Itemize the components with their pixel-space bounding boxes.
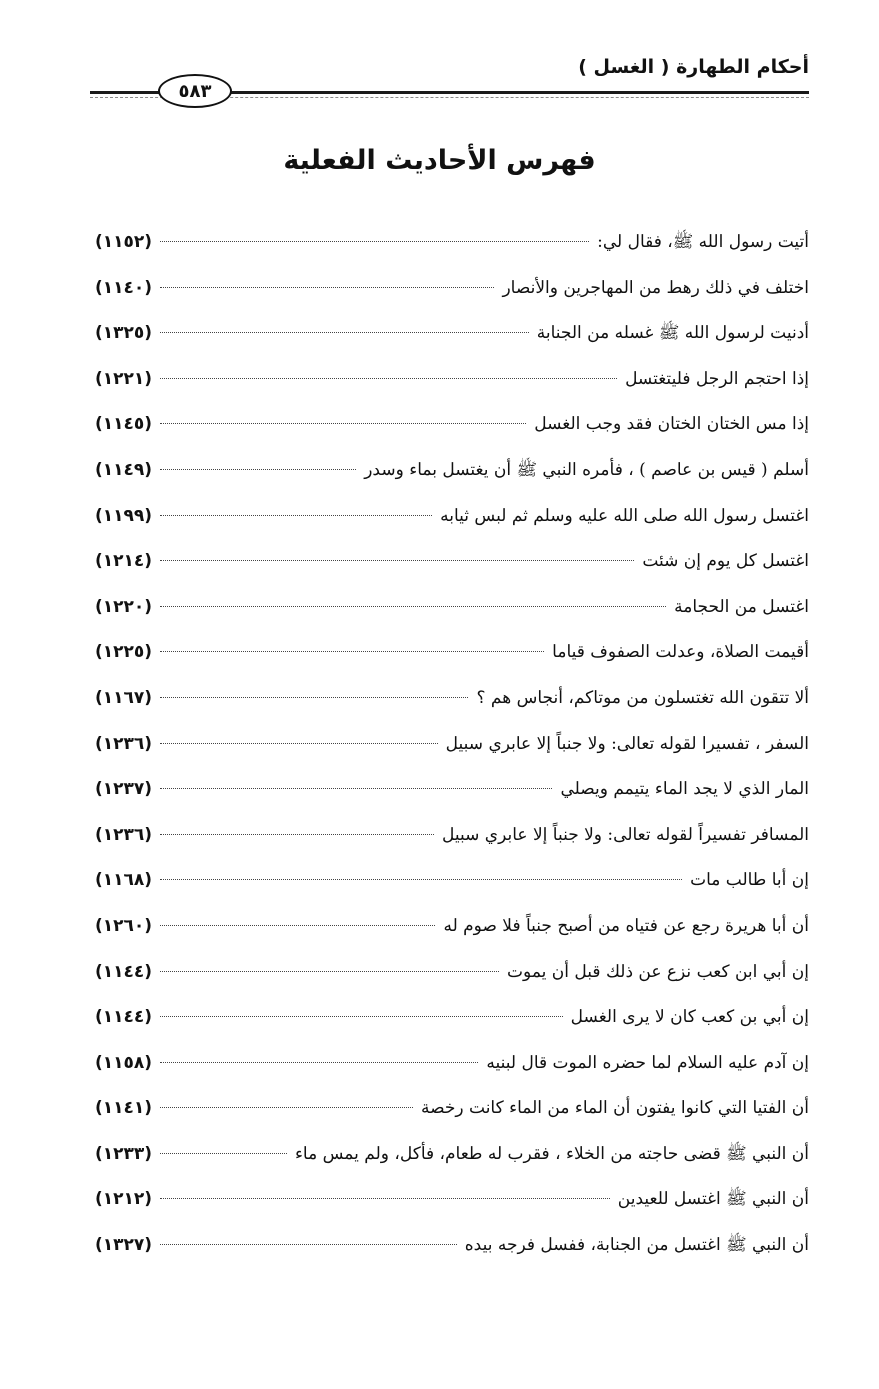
- entry-text: السفر ، تفسيرا لقوله تعالى: ولا جنباً إلا عابري سبيل: [445, 733, 809, 754]
- entry-reference-number: (١٣٢٥): [95, 323, 153, 344]
- index-entry: [95, 220, 809, 266]
- entry-reference-number: (١١٤٤): [95, 1007, 153, 1028]
- dot-leader: [160, 332, 529, 333]
- entry-text: إن أبي بن كعب كان لا يرى الغسل: [570, 1007, 809, 1028]
- entry-text: أقيمت الصلاة، وعدلت الصفوف قياما: [552, 642, 809, 663]
- dot-leader: [160, 925, 435, 926]
- dot-leader: [160, 1244, 457, 1245]
- dot-leader: [160, 378, 617, 379]
- entry-reference-number: (١٢٦٠): [95, 915, 153, 936]
- running-header: [90, 52, 809, 102]
- index-entry: [95, 1177, 809, 1223]
- index-entry: [95, 904, 809, 950]
- index-entry: [95, 1132, 809, 1178]
- entry-reference-number: (١١٤٩): [95, 459, 153, 480]
- entry-text: أسلم ( قيس بن عاصم ) ، فأمره النبي ﷺ أن يغتسل بماء وسدر: [364, 459, 809, 480]
- book-title: أحكام الطهارة ( الغسل ): [578, 56, 809, 78]
- dot-leader: [160, 423, 526, 424]
- dot-leader: [160, 971, 499, 972]
- entry-reference-number: (١١٤٥): [95, 414, 153, 435]
- entry-reference-number: (١٢٣٧): [95, 779, 153, 800]
- dot-leader: [160, 1153, 287, 1154]
- index-entry: [95, 402, 809, 448]
- entry-text: إن أبي ابن كعب نزع عن ذلك قبل أن يموت: [507, 961, 809, 982]
- entry-text: إذا مس الختان الختان فقد وجب الغسل: [534, 414, 809, 435]
- entry-reference-number: (١٢٣٦): [95, 733, 153, 754]
- dot-leader: [160, 1062, 478, 1063]
- entry-reference-number: (١٢١٢): [95, 1189, 153, 1210]
- entry-text: أن النبي ﷺ قضى حاجته من الخلاء ، فقرب له طعام، فأكل، ولم يمس ماء: [294, 1143, 809, 1164]
- dot-leader: [160, 788, 552, 789]
- entry-reference-number: (١٣٢٧): [95, 1235, 153, 1256]
- index-entry: [95, 266, 809, 312]
- dot-leader: [160, 560, 634, 561]
- index-entry: [95, 950, 809, 996]
- index-entry: [95, 448, 809, 494]
- index-title: فهرس الأحاديث الفعلية: [283, 145, 596, 176]
- dot-leader: [160, 241, 589, 242]
- entry-reference-number: (١٢٢٠): [95, 596, 153, 617]
- index-entry: [95, 630, 809, 676]
- dot-leader: [160, 287, 494, 288]
- index-entry: [95, 722, 809, 768]
- dot-leader: [160, 1198, 610, 1199]
- entry-reference-number: (١٢٢١): [95, 368, 153, 389]
- index-entry: [95, 539, 809, 585]
- entry-reference-number: (١١٩٩): [95, 505, 153, 526]
- entry-text: أن أبا هريرة رجع عن فتياه من أصبح جنباً فلا صوم له: [443, 915, 809, 936]
- dot-leader: [160, 697, 468, 698]
- index-entry: [95, 357, 809, 403]
- index-entry: [95, 311, 809, 357]
- index-entry: [95, 858, 809, 904]
- entry-text: اغتسل من الحجامة: [674, 596, 809, 617]
- entry-text: إن أبا طالب مات: [690, 870, 809, 891]
- dot-leader: [160, 834, 434, 835]
- entry-reference-number: (١١٤٠): [95, 277, 153, 298]
- hadith-index-list: [95, 220, 809, 1269]
- dot-leader: [160, 606, 666, 607]
- index-entry: [95, 585, 809, 631]
- page-number: ٥٨٣: [158, 74, 232, 108]
- entry-text: ألا تتقون الله تغتسلون من موتاكم، أنجاس هم ؟: [476, 687, 809, 708]
- index-entry: [95, 813, 809, 859]
- dot-leader: [160, 1016, 563, 1017]
- dot-leader: [160, 879, 682, 880]
- entry-reference-number: (١١٥٢): [95, 232, 153, 252]
- entry-reference-number: (١١٤١): [95, 1098, 153, 1119]
- entry-reference-number: (١٢٢٥): [95, 642, 153, 663]
- entry-text: اختلف في ذلك رهط من المهاجرين والأنصار: [502, 277, 809, 298]
- entry-text: إن آدم عليه السلام لما حضره الموت قال لبنيه: [486, 1052, 809, 1073]
- entry-text: اغتسل رسول الله صلى الله عليه وسلم ثم لبس ثيابه: [440, 505, 809, 526]
- index-entry: [95, 767, 809, 813]
- entry-reference-number: (١٢١٤): [95, 551, 153, 572]
- index-entry: [95, 1223, 809, 1269]
- entry-reference-number: (١١٦٨): [95, 870, 153, 891]
- index-entry: [95, 1086, 809, 1132]
- entry-text: المسافر تفسيراً لقوله تعالى: ولا جنباً إلا عابري سبيل: [442, 824, 809, 845]
- dot-leader: [160, 515, 432, 516]
- dot-leader: [160, 1107, 413, 1108]
- entry-text: إذا احتجم الرجل فليتغتسل: [625, 368, 809, 389]
- entry-reference-number: (١٢٣٣): [95, 1143, 153, 1164]
- index-entry: [95, 494, 809, 540]
- entry-reference-number: (١١٥٨): [95, 1052, 153, 1073]
- entry-reference-number: (١١٤٤): [95, 961, 153, 982]
- index-entry: [95, 995, 809, 1041]
- index-entry: [95, 676, 809, 722]
- entry-text: أن النبي ﷺ اغتسل من الجنابة، ففسل فرجه بيده: [464, 1235, 809, 1256]
- entry-text: أتيت رسول الله ﷺ، فقال لي:: [597, 232, 809, 252]
- entry-text: أن النبي ﷺ اغتسل للعيدين: [617, 1189, 809, 1210]
- index-entry: [95, 1041, 809, 1087]
- entry-text: أن الفتيا التي كانوا يفتون أن الماء من الماء كانت رخصة: [421, 1098, 809, 1119]
- entry-reference-number: (١١٦٧): [95, 687, 153, 708]
- dot-leader: [160, 469, 356, 470]
- entry-text: المار الذي لا يجد الماء يتيمم ويصلي: [560, 779, 809, 800]
- dot-leader: [160, 743, 438, 744]
- entry-text: أدنيت لرسول الله ﷺ غسله من الجنابة: [536, 323, 809, 344]
- entry-reference-number: (١٢٣٦): [95, 824, 153, 845]
- entry-text: اغتسل كل يوم إن شئت: [642, 551, 809, 572]
- dot-leader: [160, 651, 544, 652]
